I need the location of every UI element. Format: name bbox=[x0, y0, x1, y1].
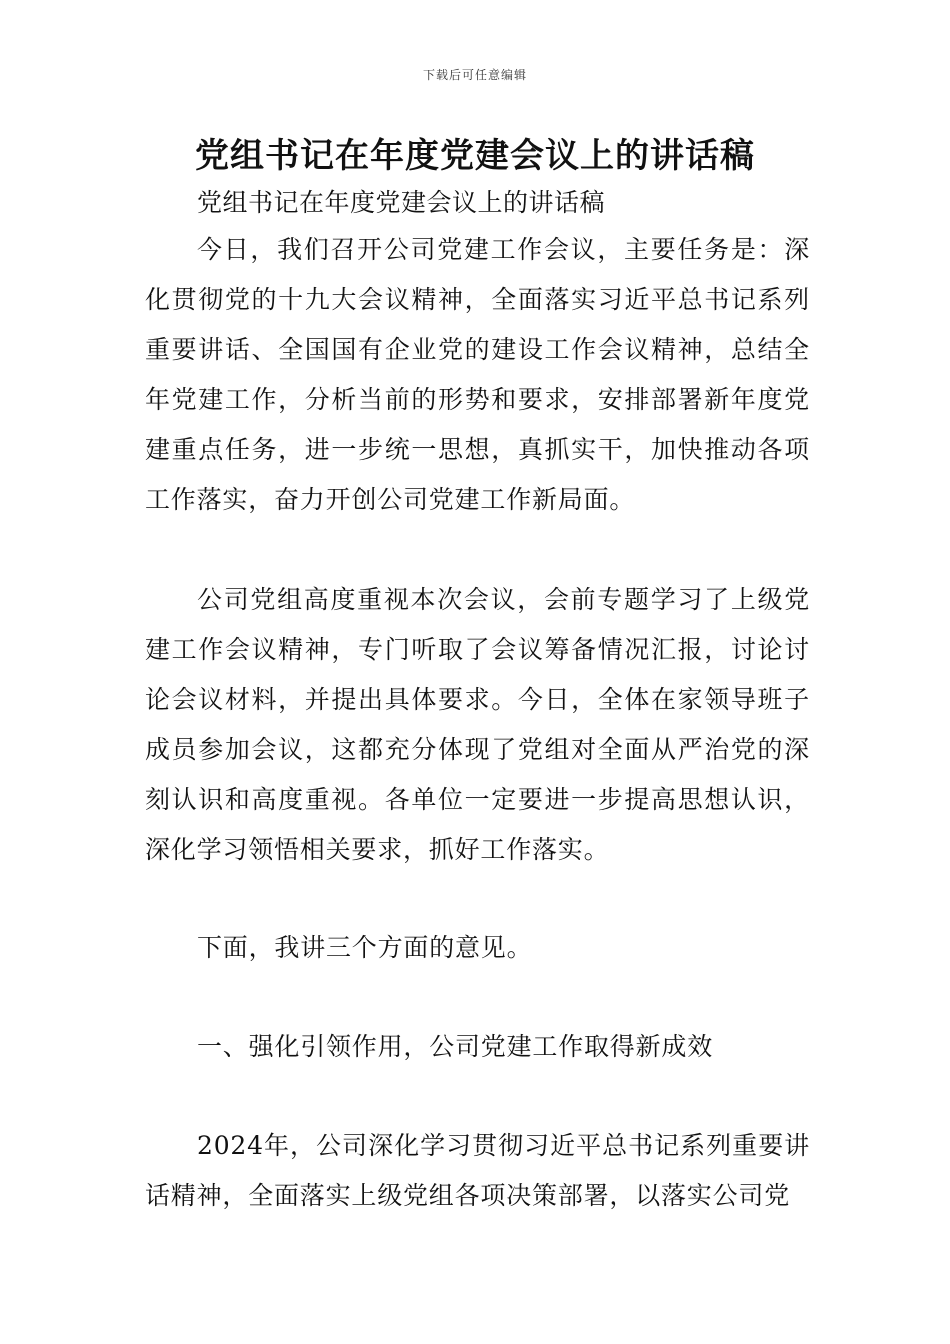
paragraph-outline-intro: 下面，我讲三个方面的意见。 bbox=[197, 933, 533, 962]
paragraph-section-1-body: 2024年，公司深化学习贯彻习近平总书记系列重要讲话精神，全面落实上级党组各项决策部署，以落实公司党 bbox=[145, 1131, 810, 1210]
document-subtitle: 党组书记在年度党建会议上的讲话稿 bbox=[197, 188, 606, 217]
header-note: 下载后可任意编辑 bbox=[422, 68, 527, 82]
paragraph-opening: 今日，我们召开公司党建工作会议，主要任务是：深化贯彻党的十九大会议精神，全面落实习近平总书记系列重要讲话、全国国有企业党的建设工作会议精神，总结全年党建工作，分析当前的形势和要求，安排部署新年度党建重点任务，进一步统一思想，真抓实干，加快推动各项工作落实，奋力开创公司党建工作新局面。 bbox=[145, 235, 810, 514]
section-heading-1: 一、强化引领作用，公司党建工作取得新成效 bbox=[197, 1032, 714, 1061]
paragraph-meeting-preparation: 公司党组高度重视本次会议，会前专题学习了上级党建工作会议精神，专门听取了会议筹备情况汇报，讨论讨论会议材料，并提出具体要求。今日，全体在家领导班子成员参加会议，这都充分体现了党组对全面从严治党的深刻认识和高度重视。各单位一定要进一步提高思想认识，深化学习领悟相关要求，抓好工作落实。 bbox=[145, 585, 810, 864]
document-title: 党组书记在年度党建会议上的讲话稿 bbox=[195, 136, 755, 176]
